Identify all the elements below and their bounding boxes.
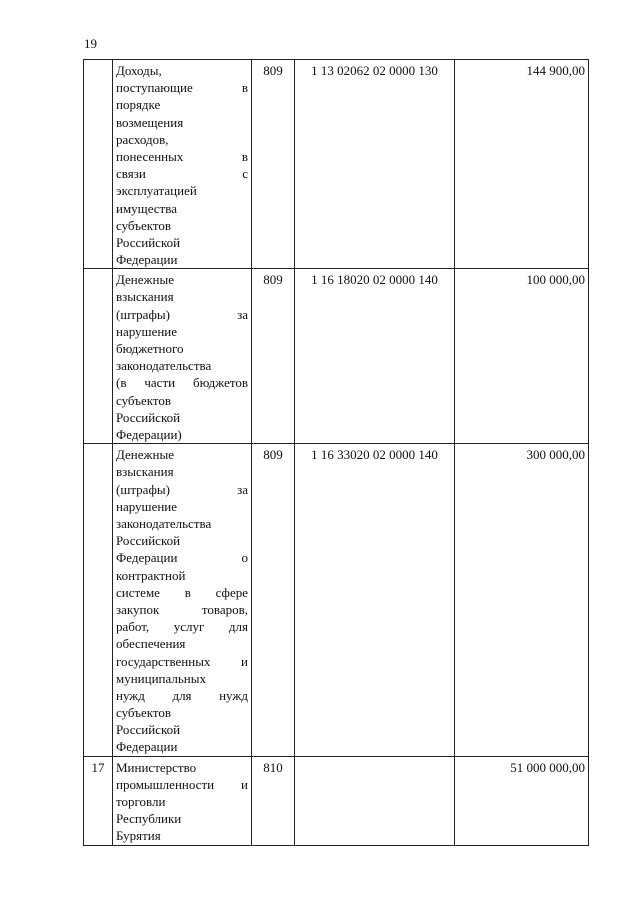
revenue-name-line: возмещения [116,114,184,130]
amount-cell: 51 000 000,00 [455,756,589,845]
row-number-cell [84,444,113,756]
revenue-name-cell [113,444,252,756]
revenue-name-line: системе в сфере [116,584,248,600]
revenue-name-line: (штрафы) за [116,306,248,322]
budget-classification-code-cell: 1 16 18020 02 0000 140 [295,269,455,444]
revenue-name-line: бюджетного [116,341,184,356]
revenue-name-line: нарушение [116,498,178,514]
revenue-name-line: субъектов [116,705,172,721]
page-number: 19 [84,36,97,51]
administrator-code-cell: 810 [252,756,295,845]
revenue-name-line: контрактной [116,567,186,583]
revenue-name-cell [113,60,252,269]
table-row [84,60,589,269]
row-number-cell: 17 [84,756,113,845]
revenue-name-line: расходов, [116,131,169,147]
administrator-code-cell: 809 [252,269,295,444]
table-row [84,444,589,756]
budget-classification-code-cell [295,756,455,845]
revenue-name-line: субъектов [116,217,172,233]
revenue-name-line: закупок товаров, [116,601,248,617]
revenue-name-line: связи с [116,166,248,182]
revenue-name-line: порядке [116,97,161,113]
revenue-name-line: (штрафы) за [116,481,248,497]
revenue-name-line: законодательства [116,358,212,374]
administrator-code-cell: 809 [252,60,295,269]
table-row [84,269,589,444]
revenue-name-line: Федерации [116,252,178,268]
revenue-name-line: (в части бюджетов [116,375,248,391]
amount-cell: 100 000,00 [455,269,589,444]
revenue-name-line: работ, услуг для [116,619,248,635]
revenue-name-line: Федерации) [116,426,182,442]
revenue-name-line: взыскания [116,464,174,480]
revenue-name-line: обеспечения [116,636,186,652]
revenue-name-line: промышленности и [116,776,248,792]
revenue-table [83,59,589,846]
revenue-name-line: нарушение [116,323,178,339]
revenue-name-line: торговли [116,794,166,809]
revenue-name-line: имущества [116,200,177,216]
amount-cell: 144 900,00 [455,60,589,269]
revenue-name-line: Федерации о [116,550,248,566]
revenue-name-line: муниципальных [116,670,207,686]
revenue-name-line: Российской [116,234,181,250]
administrator-code-cell: 809 [252,444,295,756]
revenue-name-line: поступающие в [116,80,248,96]
budget-classification-code-cell: 1 16 33020 02 0000 140 [295,444,455,756]
revenue-name-line: взыскания [116,289,174,305]
revenue-name-line: Республики [116,811,182,827]
revenue-name-line: нужд для нужд [116,687,248,703]
row-number-cell [84,60,113,269]
revenue-name-line: Доходы, [116,63,162,78]
revenue-name-line: Бурятия [116,828,161,844]
revenue-name-line: Федерации [116,739,178,755]
revenue-name-line: эксплуатацией [116,183,197,199]
revenue-name-line: Российской [116,722,181,738]
row-number-cell [84,269,113,444]
revenue-name-line: Российской [116,533,181,549]
amount-cell: 300 000,00 [455,444,589,756]
revenue-name-line: Министерство [116,759,197,775]
revenue-name-line: субъектов [116,392,172,408]
revenue-name-line: понесенных в [116,148,248,164]
revenue-name-line: Денежные [116,272,174,288]
revenue-name-line: законодательства [116,516,212,531]
revenue-name-line: Российской [116,409,181,425]
revenue-name-cell [113,269,252,444]
revenue-name-line: государственных и [116,653,248,669]
table-row [84,756,589,845]
budget-classification-code-cell: 1 13 02062 02 0000 130 [295,60,455,269]
revenue-name-cell [113,756,252,845]
revenue-name-line: Денежные [116,447,174,463]
